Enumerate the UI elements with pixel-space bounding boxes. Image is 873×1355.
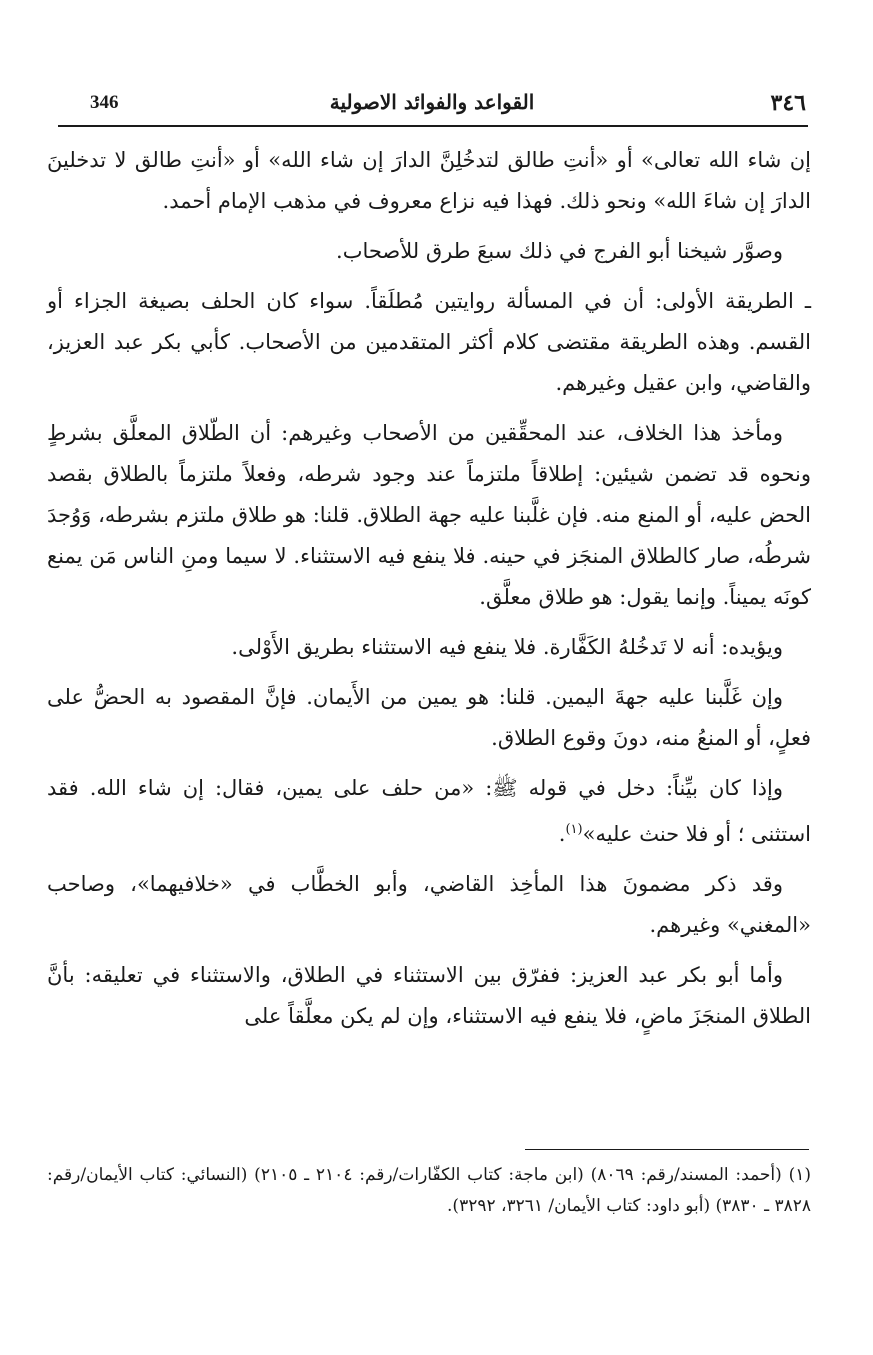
running-header (58, 84, 806, 124)
page-number-arabic: ٣٤٦ (770, 90, 806, 116)
paragraph-9: وأما أبو بكر عبد العزيز: ففرّق بين الاستثناء في الطلاق، والاستثناء في تعليقه: بأنَّ الطلاق المنجَزَ ماضٍ، فلا ينفع فيه الاستثناء، وإن لم يكن معلَّقاً على (47, 963, 811, 1028)
footnote-marker: (١) (565, 822, 583, 837)
header-rule (58, 125, 808, 127)
paragraph-6: وإن غَلَّبنا عليه جهةَ اليمين. قلنا: هو يمين من الأَيمان. فإنَّ المقصود به الحضُّ على فعلٍ، أو المنعُ منه، دونَ وقوع الطلاق. (47, 685, 811, 750)
paragraph-4: ومأخذ هذا الخلاف، عند المحقِّقين من الأصحاب وغيرهم: أن الطّلاق المعلَّق بشرطٍ ونحوه قد تضمن شيئين: إطلاقاً ملتزماً عند وجود شرطه، وفعلاً ملتزماً بالطلاق بقصد الحض عليه، أو المنع منه. فإن غلَّبنا عليه جهة الطلاق. قلنا: هو طلاق ملتزم بشرطه، وَوُجدَ شرطُه، صار كالطلاق المنجَز في حينه. فلا ينفع فيه الاستثناء. لا سيما ومنِ الناس مَن يمنع كونَه يميناً. وإنما يقول: هو طلاق معلَّق. (47, 421, 811, 609)
running-title: القواعد والفوائد الاصولية (329, 90, 535, 114)
page-number-latin: 346 (90, 92, 119, 113)
paragraph-1: إن شاء الله تعالى» أو «أنتِ طالق لتدخُلِنَّ الدارَ إن شاء الله» أو «أنتِ طالق لا تدخلينَ الدارَ إن شاءَ الله» ونحو ذلك. فهذا فيه نزاع معروف في مذهب الإمام أحمد. (47, 148, 811, 213)
main-text (47, 140, 811, 1046)
paragraph-3: ـ الطريقة الأولى: أن في المسألة روايتين مُطلَقاً. سواء كان الحلف بصيغة الجزاء أو القسم. وهذه الطريقة مقتضى كلام أكثر المتقدمين من الأصحاب. كأبي بكر عبد العزيز، والقاضي، وابن عقيل وغيرهم. (47, 289, 811, 395)
paragraph-7-text: وإذا كان بيِّناً: دخل في قوله ﷺ: «من حلف على يمين، فقال: إن شاء الله. فقد استثنى ؛ أو فلا حنث عليه» (47, 776, 811, 846)
footnotes (47, 1160, 811, 1222)
footnote-1: (١) (أحمد: المسند/رقم: ٨٠٦٩) (ابن ماجة: كتاب الكفّارات/رقم: ٢١٠٤ ـ ٢١٠٥) (النسائي: كتاب الأيمان/رقم: ٣٨٢٨ ـ ٣٨٣٠) (أبو داود: كتاب الأيمان/ ٣٢٦١، ٣٢٩٢). (47, 1165, 811, 1216)
paragraph-2: وصوَّر شيخنا أبو الفرج في ذلك سبعَ طرق للأصحاب. (336, 239, 783, 263)
paragraph-8: وقد ذكر مضمونَ هذا المأخِذ القاضي، وأبو الخطَّاب في «خلافيهما»، وصاحب «المغني» وغيرهم. (47, 872, 811, 937)
paragraph-5: ويؤيده: أنه لا تَدخُلهُ الكَفَّارة. فلا ينفع فيه الاستثناء بطريق الأَوْلى. (231, 635, 783, 659)
footnote-rule (525, 1149, 809, 1150)
paragraph-7: وإذا كان بيِّناً: دخل في قوله ﷺ: «من حلف على يمين، فقال: إن شاء الله. فقد استثنى ؛ أو فلا حنث عليه»$^{(١)}$. (47, 776, 811, 846)
